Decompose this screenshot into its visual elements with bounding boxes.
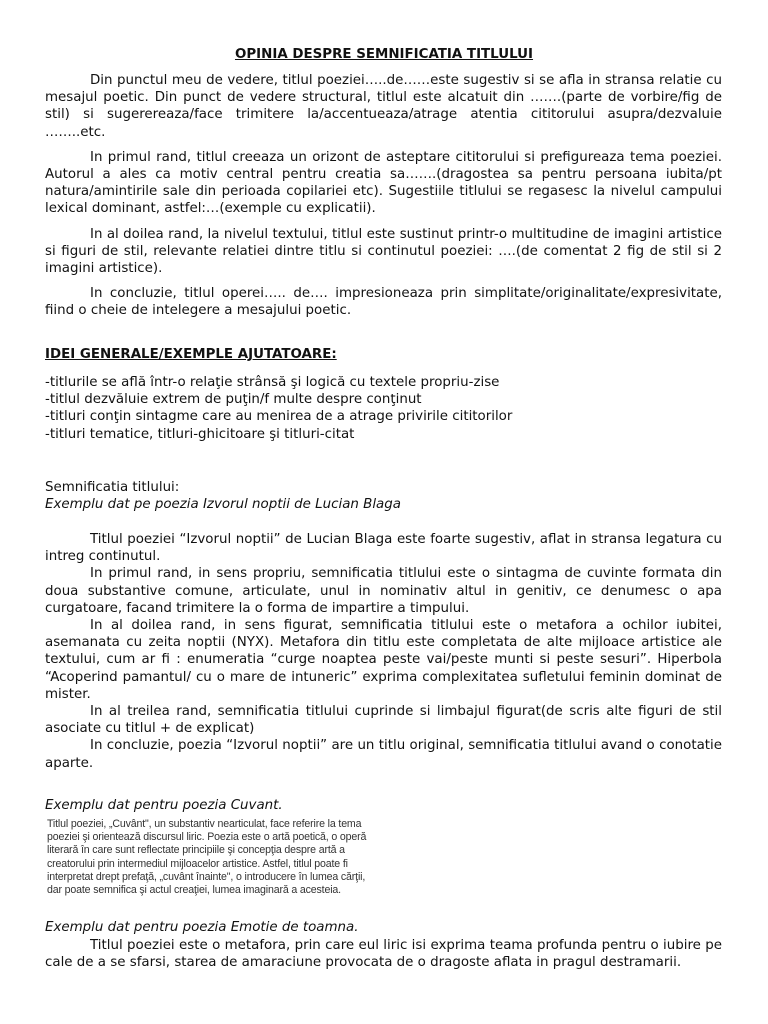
excerpt-line: dar poate semnifica şi actul creaţiei, lumea imaginară a acesteia. <box>47 884 341 897</box>
example3-paragraph: Titlul poeziei este o metafora, prin care eul liric isi exprima teama profunda pentru o iubire pe cale de a se sfarsi, starea de amaraciune provocata de o dragoste aflata in pragul destramarii. <box>45 938 722 971</box>
example1-paragraph-2: In primul rand, in sens propriu, semnificatia titlului este o sintagma de cuvinte formata din doua substantive comune, articulate, unul in nominativ altul in genitiv, ce denumesc o apa curgatoare, facand trimitere la o forma de impartire a timpului. <box>45 566 722 616</box>
intro-paragraph-4: In concluzie, titlul operei….. de…. impresioneaza prin simplitate/originalitate/expresivitate, fiind o cheie de intelegere a mesajului poetic. <box>45 286 722 319</box>
idea-item: -titlul dezvăluie extrem de puţin/f multe despre conţinut <box>45 392 422 408</box>
page-title: OPINIA DESPRE SEMNIFICATIA TITLULUI <box>234 47 534 62</box>
example3-body <box>45 937 722 971</box>
example3-heading: Exemplu dat pentru poezia Emotie de toamna. <box>45 920 359 935</box>
ideas-heading-text: IDEI GENERALE/EXEMPLE AJUTATOARE: <box>45 347 337 362</box>
example1-heading: Exemplu dat pe poezia Izvorul noptii de Lucian Blaga <box>45 497 401 512</box>
example1-paragraph-3: In al doilea rand, in sens figurat, semnificatia titlului este o metafora a ochilor iubitei, asemanata cu zeita noptii (NYX). Metafora din titlu este completata de alte mijloace artistice ale textului, cum ar fi : enumeratia “curge noaptea peste vai/peste munti si peste sesuri”. Hiperbola “Acoperind pamantul/ cu o mare de intuneric” exprima complexitatea sufletului feminin dominat de mister. <box>45 618 722 702</box>
ideas-heading <box>45 346 722 363</box>
idea-item: -titluri conţin sintagme care au menirea de a atrage privirile cititorilor <box>45 409 513 425</box>
excerpt-line: literară în care sunt reflectate principiile şi concepţia despre artă a <box>47 844 345 857</box>
excerpt-line: poeziei şi orientează discursul liric. Poezia este o artă poetică, o operă <box>47 831 367 844</box>
example1-paragraph-5: In concluzie, poezia “Izvorul noptii” are un titlu original, semnificatia titlului avand o conotatie aparte. <box>45 738 722 771</box>
intro-paragraph-3: In al doilea rand, la nivelul textului, titlul este sustinut printr-o multitudine de imagini artistice si figuri de stil, relevante relatiei dintre titlu si continutul poeziei: ….(de comentat 2 fig de stil si 2 imagini artistice). <box>45 226 722 277</box>
example1-paragraph-4: In al treilea rand, semnificatia titlului cuprinde si limbajul figurat(de scris alte figuri de stil asociate cu titlul + de explicat) <box>45 704 722 737</box>
intro-paragraph-1: Din punctul meu de vedere, titlul poeziei…..de……este sugestiv si se afla in stransa relatie cu mesajul poetic. Din punct de vedere structural, titlul este alcatuit din …….(parte de vorbire/fig de stil) si sugerereaza/face trimitere la/accentueaza/atrage atentia cititorului asupra/dezvaluie ……..etc. <box>45 73 722 140</box>
idea-item: -titluri tematice, titluri-ghicitoare şi titluri-citat <box>45 426 355 442</box>
example1-paragraph-1: Titlul poeziei “Izvorul noptii” de Lucian Blaga este foarte sugestiv, aflat in stransa legatura cu intreg continutul. <box>45 532 722 565</box>
example2-image-excerpt <box>47 818 427 897</box>
excerpt-line: interpretat drept prefaţă, „cuvânt înainte", o introducere în lumea cărţii, <box>47 870 366 883</box>
ideas-list <box>45 374 722 443</box>
excerpt-line: creatorului prin intermediul mijloacelor artistice. Astfel, titlul poate fi <box>47 857 348 870</box>
example2-heading: Exemplu dat pentru poezia Cuvant. <box>45 798 283 813</box>
intro-section <box>45 72 722 320</box>
idea-item: -titlurile se află într-o relaţie strânsă şi logică cu textele propriu-zise <box>45 375 500 390</box>
intro-paragraph-2: In primul rand, titlul creeaza un orizont de asteptare cititorului si prefigureaza tema poeziei. Autorul a ales ca motiv central pentru creatia sa…….(dragostea sa pentru persoana iubita/pt natura/amintirile sale din perioada copilariei etc). Sugestiile titlului se regasesc la nivelul campului lexical dominant, astfel:…(exemple cu explicatii). <box>45 149 722 217</box>
example1-body <box>45 531 722 772</box>
excerpt-line: Titlul poeziei, „Cuvânt", un substantiv nearticulat, face referire la tema <box>47 818 362 830</box>
semnificatia-label: Semnificatia titlului: <box>45 480 180 495</box>
